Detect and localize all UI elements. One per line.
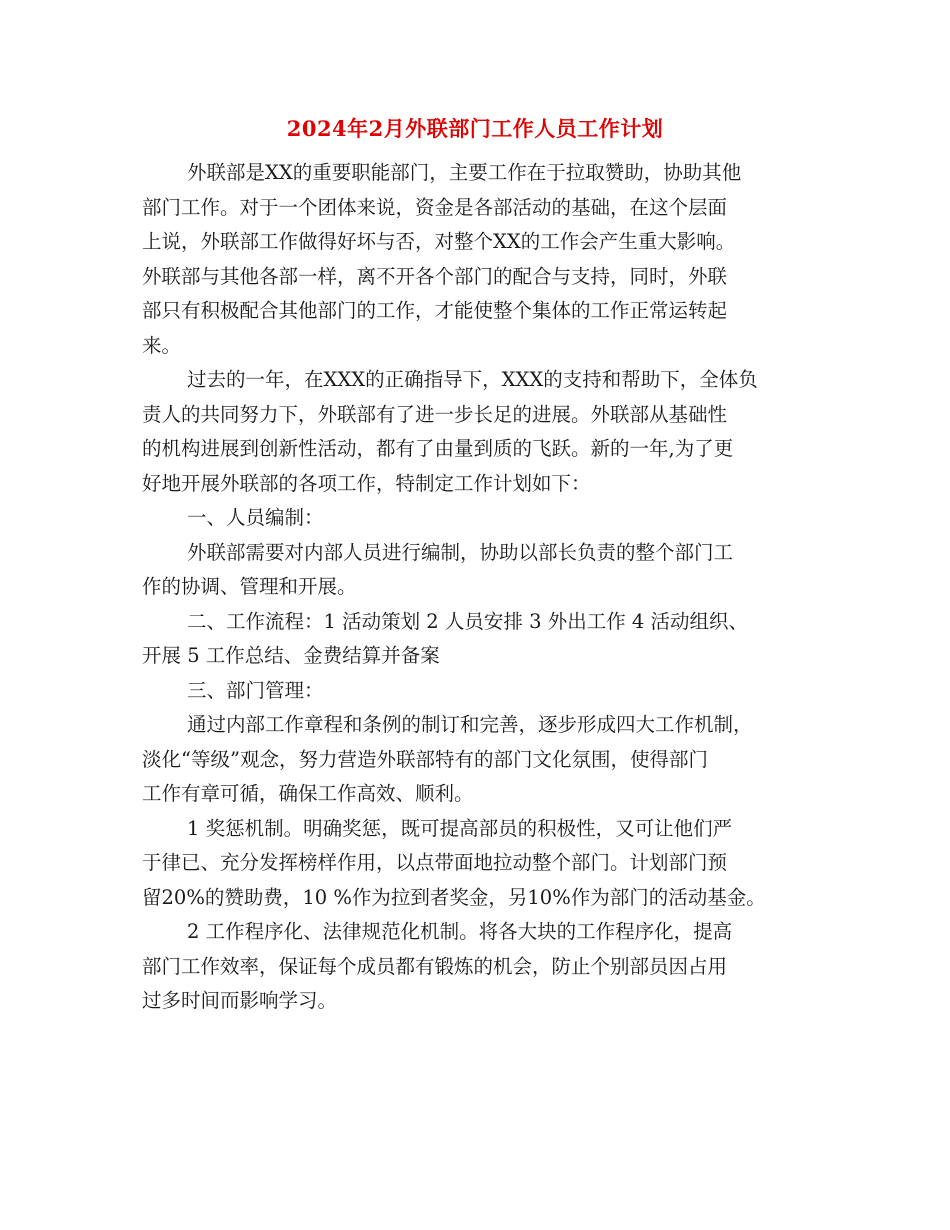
document-text-line: 作的协调、管理和开展。 (142, 575, 357, 598)
document-text-line: 1 奖惩机制。明确奖惩，既可提高部员的积极性，又可让他们严 (187, 816, 733, 840)
document-text-line: 2 工作程序化、法律规范化机制。将各大块的工作程序化，提高 (187, 920, 733, 943)
document-text-line: 来。 (142, 333, 182, 357)
document-text-line: 部只有积极配合其他部门的工作，才能使整个集体的工作正常运转起 (142, 299, 728, 322)
document-text-line: 部门工作效率，保证每个成员都有锻炼的机会，防止个别部员因占用 (142, 954, 728, 978)
document-text-line: 过多时间而影响学习。 (142, 989, 338, 1012)
document-text-line: 留20%的赞助费，10 %作为拉到者奖金，另10%作为部门的活动基金。 (142, 885, 766, 909)
document-text-line: 外联部是XX的重要职能部门，主要工作在于拉取赞助，协助其他 (187, 161, 742, 184)
document-title: 2024年2月外联部门工作人员工作计划 (286, 116, 664, 141)
document-text-line: 淡化“等级”观念，努力营造外联部特有的部门文化氛围，使得部门 (142, 747, 708, 771)
document-text-line: 工作有章可循，确保工作高效、顺利。 (142, 782, 474, 805)
document-text-line: 好地开展外联部的各项工作，特制定工作计划如下： (142, 471, 591, 495)
document-text-line: 一、人员编制： (187, 506, 324, 529)
document-text-line: 于律已、充分发挥榜样作用，以点带面地拉动整个部门。计划部门预 (142, 851, 728, 874)
document-text-line: 二、工作流程：1 活动策划 2 人员安排 3 外出工作 4 活动组织、 (187, 609, 749, 633)
document-text-line: 外联部需要对内部人员进行编制，协助以部长负责的整个部门工 (187, 540, 734, 564)
document-text-line: 开展 5 工作总结、金费结算并备案 (142, 644, 440, 667)
document-text-line: 上说，外联部工作做得好坏与否，对整个XX的工作会产生重大影响。 (142, 230, 736, 253)
document-text-line: 责人的共同努力下，外联部有了进一步长足的进展。外联部从基础性 (142, 402, 728, 426)
document-text-line: 部门工作。对于一个团体来说，资金是各部活动的基础，在这个层面 (142, 195, 728, 219)
document-text-line: 的机构进展到创新性活动，都有了由量到质的飞跃。新的一年,为了更 (142, 437, 734, 460)
document-text-line: 三、部门管理： (187, 678, 324, 702)
document-text-line: 通过内部工作章程和条例的制订和完善，逐步形成四大工作机制， (187, 713, 753, 736)
document-text-line: 过去的一年，在XXX的正确指导下，XXX的支持和帮助下，全体负 (187, 368, 758, 391)
document-body (142, 156, 807, 1019)
document-text-line: 外联部与其他各部一样，离不开各个部门的配合与支持，同时，外联 (142, 264, 728, 288)
